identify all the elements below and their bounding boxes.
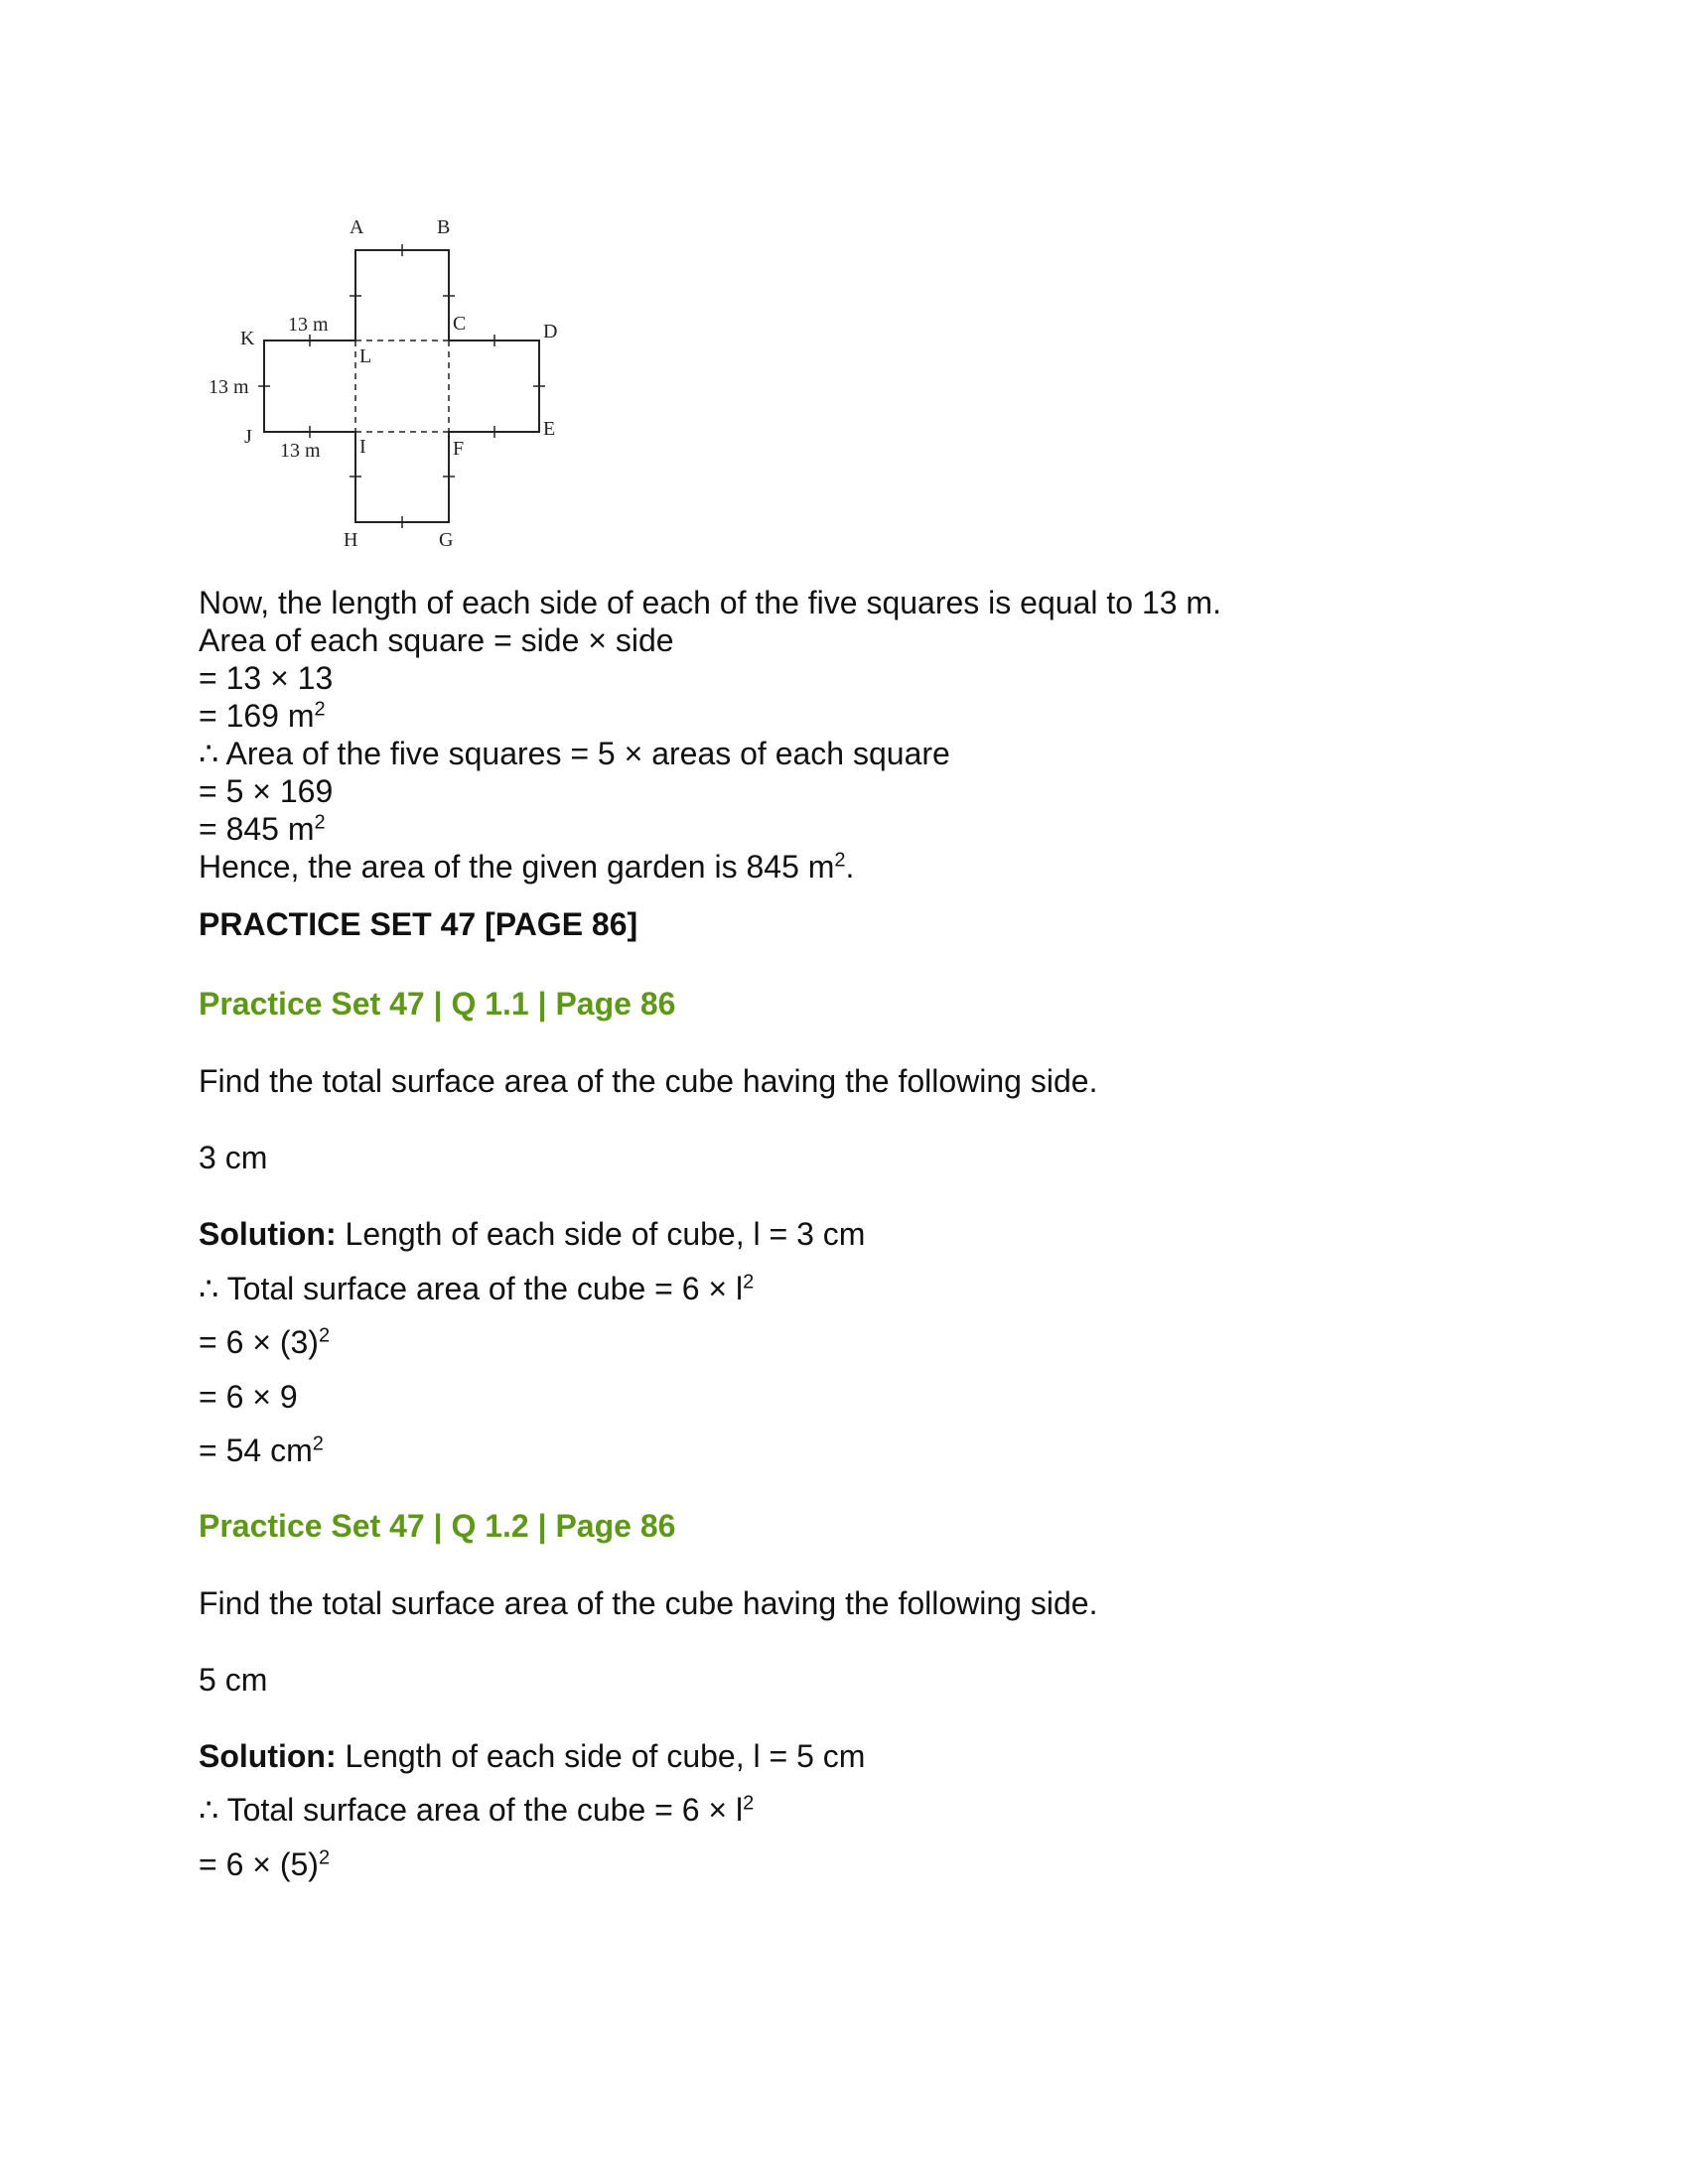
q1-question: Find the total surface area of the cube having the following side. xyxy=(199,1063,1098,1099)
area-line-7-text: = 845 m xyxy=(199,811,315,847)
label-l: L xyxy=(359,345,372,367)
area-line-4-sup: 2 xyxy=(314,698,326,721)
label-e: E xyxy=(543,418,556,440)
q1-step-3 xyxy=(199,1323,330,1361)
garden-cross-figure xyxy=(199,208,596,566)
q1-step-2-sup: 2 xyxy=(743,1271,755,1294)
label-j: J xyxy=(244,426,252,448)
label-i: I xyxy=(359,436,366,458)
q1-step-5-text: = 54 cm xyxy=(199,1433,313,1468)
label-g: G xyxy=(439,529,454,551)
label-b: B xyxy=(437,216,451,238)
q2-solution-text: Length of each side of cube, l = 5 cm xyxy=(336,1738,866,1774)
dim-top: 13 m xyxy=(288,314,329,336)
q1-step-4: = 6 × 9 xyxy=(199,1379,298,1415)
q1-solution-text: Length of each side of cube, l = 3 cm xyxy=(336,1216,866,1252)
label-f: F xyxy=(453,438,465,460)
area-conclusion-sup: 2 xyxy=(834,849,846,872)
q2-step-3-sup: 2 xyxy=(318,1846,331,1869)
q1-step-5-sup: 2 xyxy=(312,1433,324,1455)
q2-step-2 xyxy=(199,1791,754,1829)
q1-given: 3 cm xyxy=(199,1140,268,1175)
q2-question: Find the total surface area of the cube having the following side. xyxy=(199,1585,1098,1621)
q1-step-2-text: ∴ Total surface area of the cube = 6 × l xyxy=(199,1271,744,1306)
label-k: K xyxy=(240,328,255,349)
section-heading: PRACTICE SET 47 [PAGE 86] xyxy=(199,906,638,942)
dim-bottom: 13 m xyxy=(280,440,321,462)
q2-step-2-sup: 2 xyxy=(743,1792,755,1815)
q1-step-3-text: = 6 × (3) xyxy=(199,1324,319,1360)
q2-given: 5 cm xyxy=(199,1662,268,1698)
q1-step-5 xyxy=(199,1432,324,1469)
q2-step-2-text: ∴ Total surface area of the cube = 6 × l xyxy=(199,1792,744,1828)
area-conclusion-period: . xyxy=(845,849,855,885)
dim-left: 13 m xyxy=(209,376,249,398)
q1-solution-line xyxy=(199,1215,865,1253)
area-line-7-sup: 2 xyxy=(314,811,326,834)
q2-step-3-text: = 6 × (5) xyxy=(199,1846,319,1882)
cross-diagram xyxy=(199,208,596,566)
area-line-1: Now, the length of each side of each of the five squares is equal to 13 m. xyxy=(199,585,1221,620)
label-h: H xyxy=(344,529,358,551)
area-line-2: Area of each square = side × side xyxy=(199,622,674,658)
area-line-7 xyxy=(199,810,326,848)
area-line-5: ∴ Area of the five squares = 5 × areas of each square xyxy=(199,736,950,771)
label-a: A xyxy=(350,216,364,238)
q2-step-3 xyxy=(199,1845,330,1883)
label-c: C xyxy=(453,313,467,335)
q1-solution-label: Solution: xyxy=(199,1216,337,1252)
label-d: D xyxy=(543,321,558,342)
area-conclusion-text: Hence, the area of the given garden is 845 m xyxy=(199,849,835,885)
q2-solution-line xyxy=(199,1737,865,1775)
q1-step-3-sup: 2 xyxy=(318,1324,331,1347)
q1-title: Practice Set 47 | Q 1.1 | Page 86 xyxy=(199,986,676,1022)
area-line-4 xyxy=(199,697,326,735)
area-conclusion xyxy=(199,848,854,886)
area-line-6: = 5 × 169 xyxy=(199,773,334,809)
q2-solution-label: Solution: xyxy=(199,1738,337,1774)
area-line-4-text: = 169 m xyxy=(199,698,315,734)
area-line-3: = 13 × 13 xyxy=(199,660,334,696)
q1-step-2 xyxy=(199,1270,754,1307)
q2-title: Practice Set 47 | Q 1.2 | Page 86 xyxy=(199,1508,676,1544)
